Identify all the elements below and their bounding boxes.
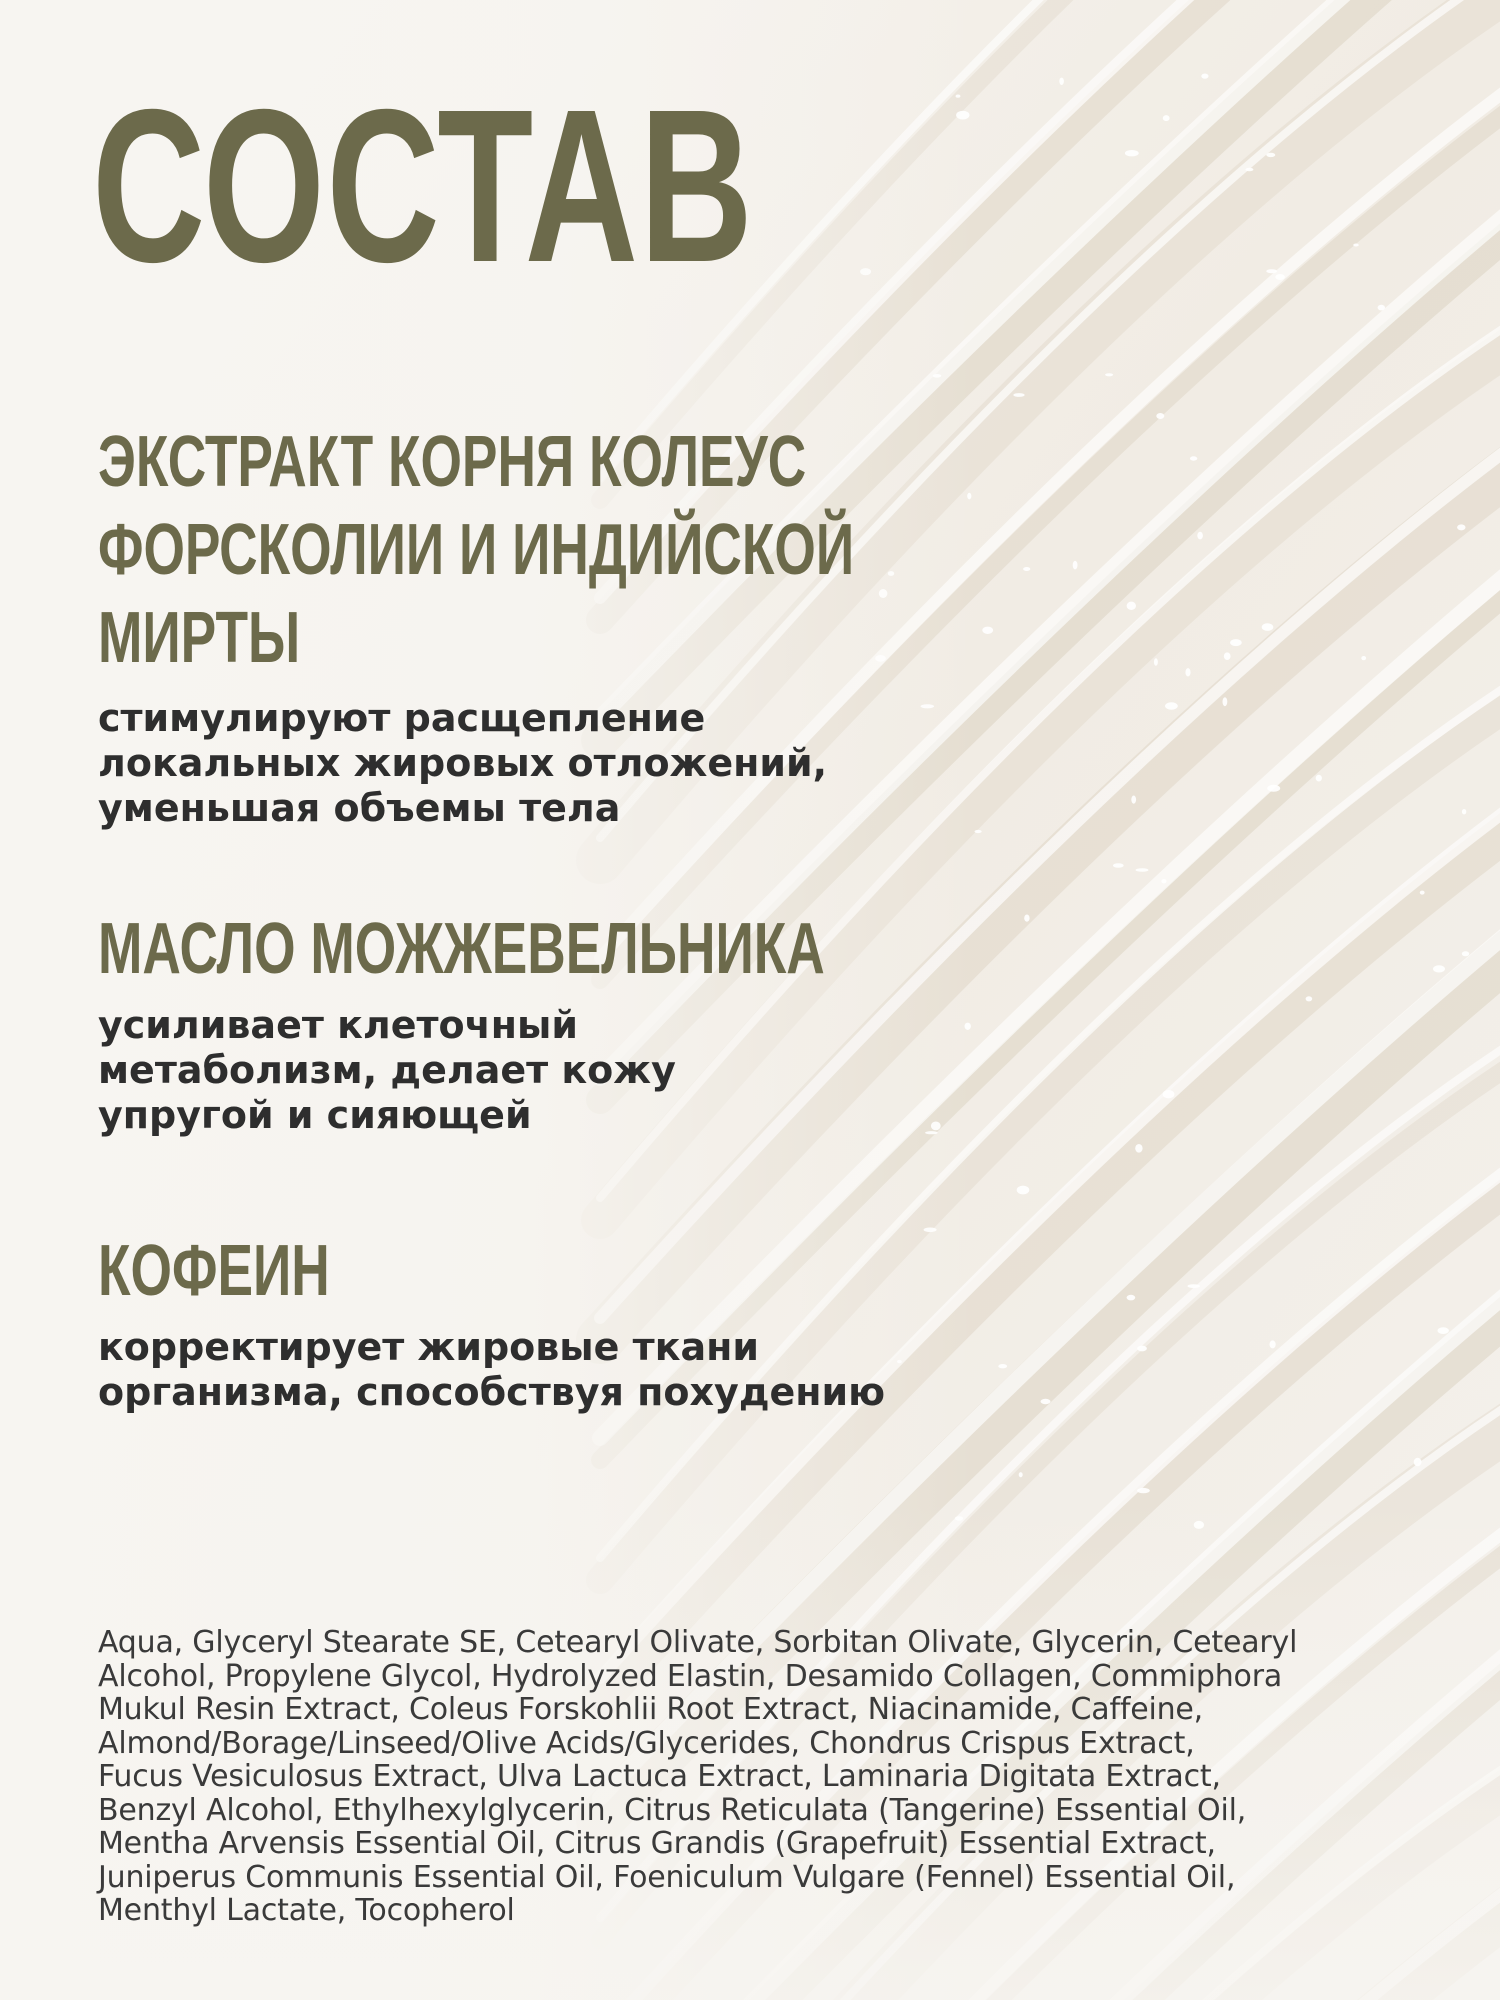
description-line: усиливает клеточный — [98, 1003, 578, 1047]
page-title: СОСТАВ — [92, 65, 755, 308]
heading-line: ФОРСКОЛИИ И ИНДИЙСКОЙ — [98, 510, 855, 590]
ingredients-line: Almond/Borage/Linseed/Olive Acids/Glycerides, Chondrus Crispus Extract, — [98, 1725, 1195, 1761]
ingredients-line: Alcohol, Propylene Glycol, Hydrolyzed Elastin, Desamido Collagen, Commiphora — [98, 1658, 1283, 1694]
description-line: организма, способствуя похудению — [98, 1370, 886, 1414]
ingredient-section-juniper — [98, 905, 1080, 1138]
ingredient-heading — [98, 905, 825, 993]
ingredients-line: Aqua, Glyceryl Stearate SE, Cetearyl Olivate, Sorbitan Olivate, Glycerin, Cetearyl — [98, 1625, 1298, 1660]
ingredients-line: Juniperus Communis Essential Oil, Foeniculum Vulgare (Fennel) Essential Oil, — [98, 1859, 1236, 1895]
description-line: упругой и сияющей — [98, 1093, 532, 1137]
heading-line: ЭКСТРАКТ КОРНЯ КОЛЕУС — [98, 422, 807, 502]
description-line: стимулируют расщепление — [98, 696, 706, 740]
ingredients-line: Benzyl Alcohol, Ethylhexylglycerin, Citrus Reticulata (Tangerine) Essential Oil, — [98, 1792, 1247, 1828]
ingredient-description — [98, 1003, 1080, 1138]
ingredient-section-coleus — [98, 418, 1120, 831]
ingredient-heading — [98, 1227, 680, 1315]
ingredients-line: Mukul Resin Extract, Coleus Forskohlii Root Extract, Niacinamide, Caffeine, — [98, 1692, 1204, 1727]
description-line: локальных жировых отложений, — [98, 741, 828, 785]
heading-line: МАСЛО МОЖЖЕВЕЛЬНИКА — [98, 909, 825, 989]
ingredients-line: Menthyl Lactate, Tocopherol — [98, 1893, 515, 1928]
description-line: метаболизм, делает кожу — [98, 1048, 676, 1092]
ingredients-line: Fucus Vesiculosus Extract, Ulva Lactuca Extract, Laminaria Digitata Extract, — [98, 1759, 1221, 1794]
heading-line: КОФЕИН — [98, 1231, 330, 1311]
full-ingredients-list — [98, 1626, 1438, 1928]
heading-line: МИРТЫ — [98, 598, 301, 678]
ingredient-heading — [98, 418, 854, 682]
ingredient-description — [98, 696, 1120, 831]
description-line: уменьшая объемы тела — [98, 786, 621, 830]
description-line: корректирует жировые ткани — [98, 1325, 760, 1369]
ingredient-section-caffeine — [98, 1227, 885, 1415]
ingredient-description — [98, 1325, 885, 1415]
ingredients-line: Mentha Arvensis Essential Oil, Citrus Grandis (Grapefruit) Essential Extract, — [98, 1826, 1216, 1861]
